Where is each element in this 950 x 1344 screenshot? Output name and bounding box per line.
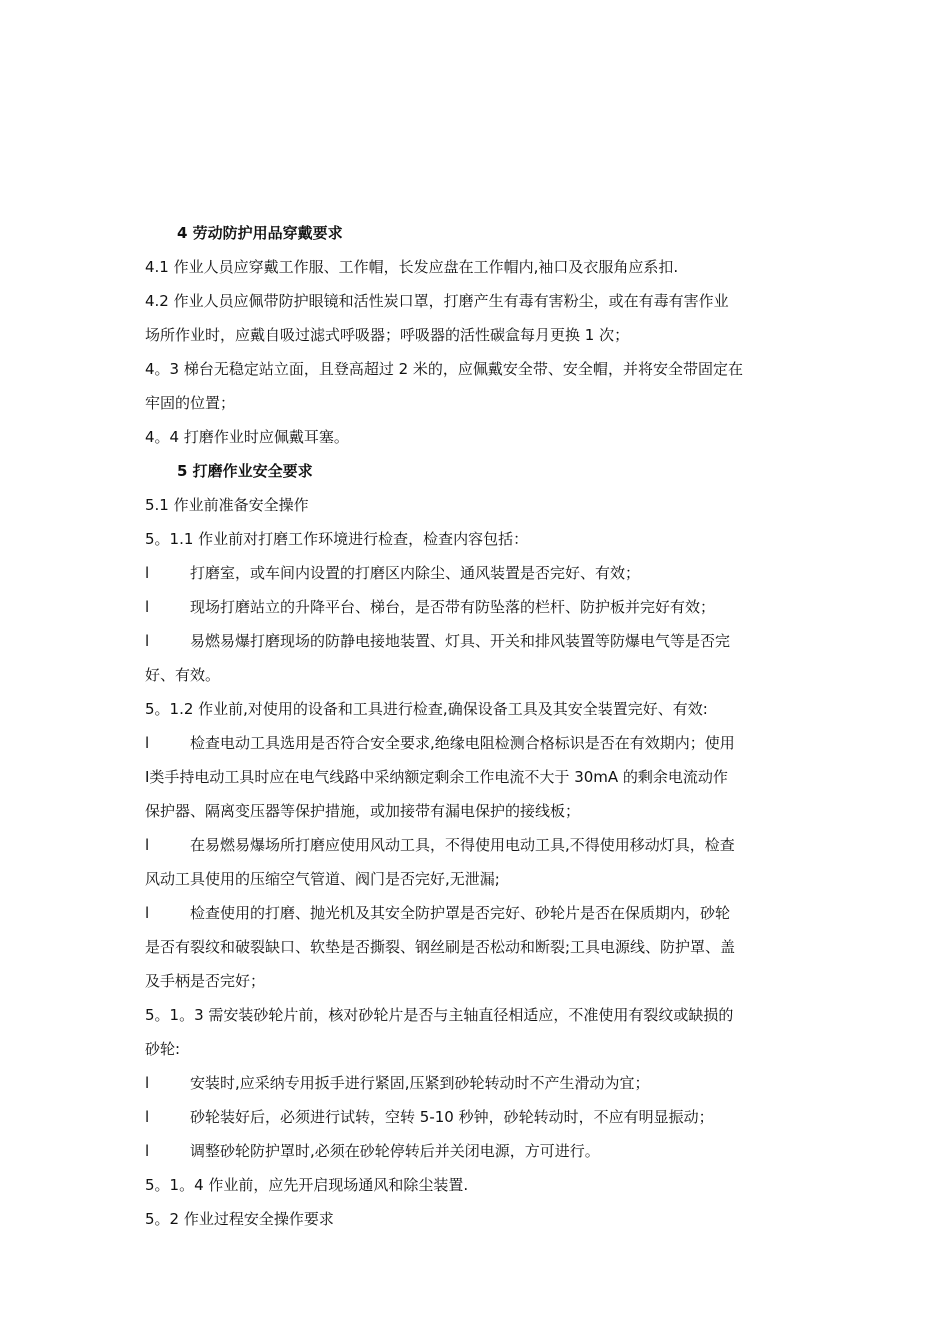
paragraph-line: 是否有裂纹和破裂缺口、软垫是否撕裂、钢丝刷是否松动和断裂;工具电源线、防护罩、盖 (145, 938, 736, 956)
bullet-item (145, 1066, 810, 1100)
paragraph-line: 5。2 作业过程安全操作要求 (145, 1210, 334, 1228)
bullet-item (145, 556, 810, 590)
paragraph-line: 5。1。4 作业前，应先开启现场通风和除尘装置. (145, 1176, 469, 1194)
bullet-text: 检查使用的打磨、抛光机及其安全防护罩是否完好、砂轮片是否在保质期内，砂轮 (190, 904, 731, 922)
bullet-text: 易燃易爆打磨现场的防静电接地装置、灯具、开关和排风装置等防爆电气等是否完 (190, 632, 731, 650)
paragraph-line: 风动工具使用的压缩空气管道、阀门是否完好,无泄漏; (145, 870, 500, 888)
bullet-marker: l (145, 904, 150, 922)
paragraph-line: 5。1.1 作业前对打磨工作环境进行检查，检查内容包括： (145, 530, 529, 548)
bullet-text: 安装时,应采纳专用扳手进行紧固,压紧到砂轮转动时不产生滑动为宜； (190, 1074, 650, 1092)
bullet-item (145, 1134, 810, 1168)
paragraph-line: 4.1 作业人员应穿戴工作服、工作帽，长发应盘在工作帽内,袖口及衣服角应系扣. (145, 258, 679, 276)
bullet-item (145, 1100, 810, 1134)
bullet-item (145, 828, 810, 862)
bullet-marker: l (145, 1142, 150, 1160)
paragraph-line: 及手柄是否完好； (145, 972, 266, 990)
section-heading: 5 打磨作业安全要求 (177, 462, 313, 480)
bullet-text: 打磨室，或车间内设置的打磨区内除尘、通风装置是否完好、有效； (190, 564, 641, 582)
bullet-item (145, 590, 810, 624)
paragraph-line: 保护器、隔离变压器等保护措施，或加接带有漏电保护的接线板； (145, 802, 581, 820)
bullet-text: 检查电动工具选用是否符合安全要求,绝缘电阻检测合格标识是否在有效期内；使用 (190, 734, 735, 752)
paragraph-line: Ⅰ类手持电动工具时应在电气线路中采纳额定剩余工作电流不大于 30mA 的剩余电流动作 (145, 768, 728, 786)
bullet-marker: l (145, 564, 150, 582)
paragraph-line: 牢固的位置； (145, 394, 236, 412)
bullet-text: 在易燃易爆场所打磨应使用风动工具，不得使用电动工具,不得使用移动灯具，检查 (190, 836, 735, 854)
paragraph-line: 4。4 打磨作业时应佩戴耳塞。 (145, 428, 349, 446)
bullet-marker: l (145, 1074, 150, 1092)
bullet-text: 现场打磨站立的升降平台、梯台，是否带有防坠落的栏杆、防护板并完好有效； (190, 598, 716, 616)
document-body (145, 216, 810, 1236)
bullet-marker: l (145, 836, 150, 854)
paragraph-line: 4.2 作业人员应佩带防护眼镜和活性炭口罩，打磨产生有毒有害粉尘，或在有毒有害作业 (145, 292, 729, 310)
bullet-item (145, 896, 810, 930)
section-heading: 4 劳动防护用品穿戴要求 (177, 224, 343, 242)
paragraph-line: 5。1。3 需安装砂轮片前，核对砂轮片是否与主轴直径相适应，不准使用有裂纹或缺损的 (145, 1006, 734, 1024)
bullet-text: 调整砂轮防护罩时,必须在砂轮停转后并关闭电源，方可进行。 (190, 1142, 600, 1160)
paragraph-line: 5。1.2 作业前,对使用的设备和工具进行检查,确保设备工具及其安全装置完好、有效: (145, 700, 708, 718)
bullet-text: 砂轮装好后，必须进行试转，空转 5-10 秒钟，砂轮转动时，不应有明显振动； (190, 1108, 714, 1126)
bullet-marker: l (145, 734, 150, 752)
paragraph-line: 5.1 作业前准备安全操作 (145, 496, 309, 514)
bullet-marker: l (145, 598, 150, 616)
paragraph-line: 场所作业时，应戴自吸过滤式呼吸器；呼吸器的活性碳盒每月更换 1 次； (145, 326, 630, 344)
bullet-marker: l (145, 632, 150, 650)
paragraph-line: 4。3 梯台无稳定站立面，且登高超过 2 米的，应佩戴安全带、安全帽，并将安全带固定在 (145, 360, 743, 378)
bullet-item (145, 726, 810, 760)
paragraph-line: 砂轮: (145, 1040, 181, 1058)
bullet-item (145, 624, 810, 658)
bullet-marker: l (145, 1108, 150, 1126)
paragraph-line: 好、有效。 (145, 666, 221, 684)
